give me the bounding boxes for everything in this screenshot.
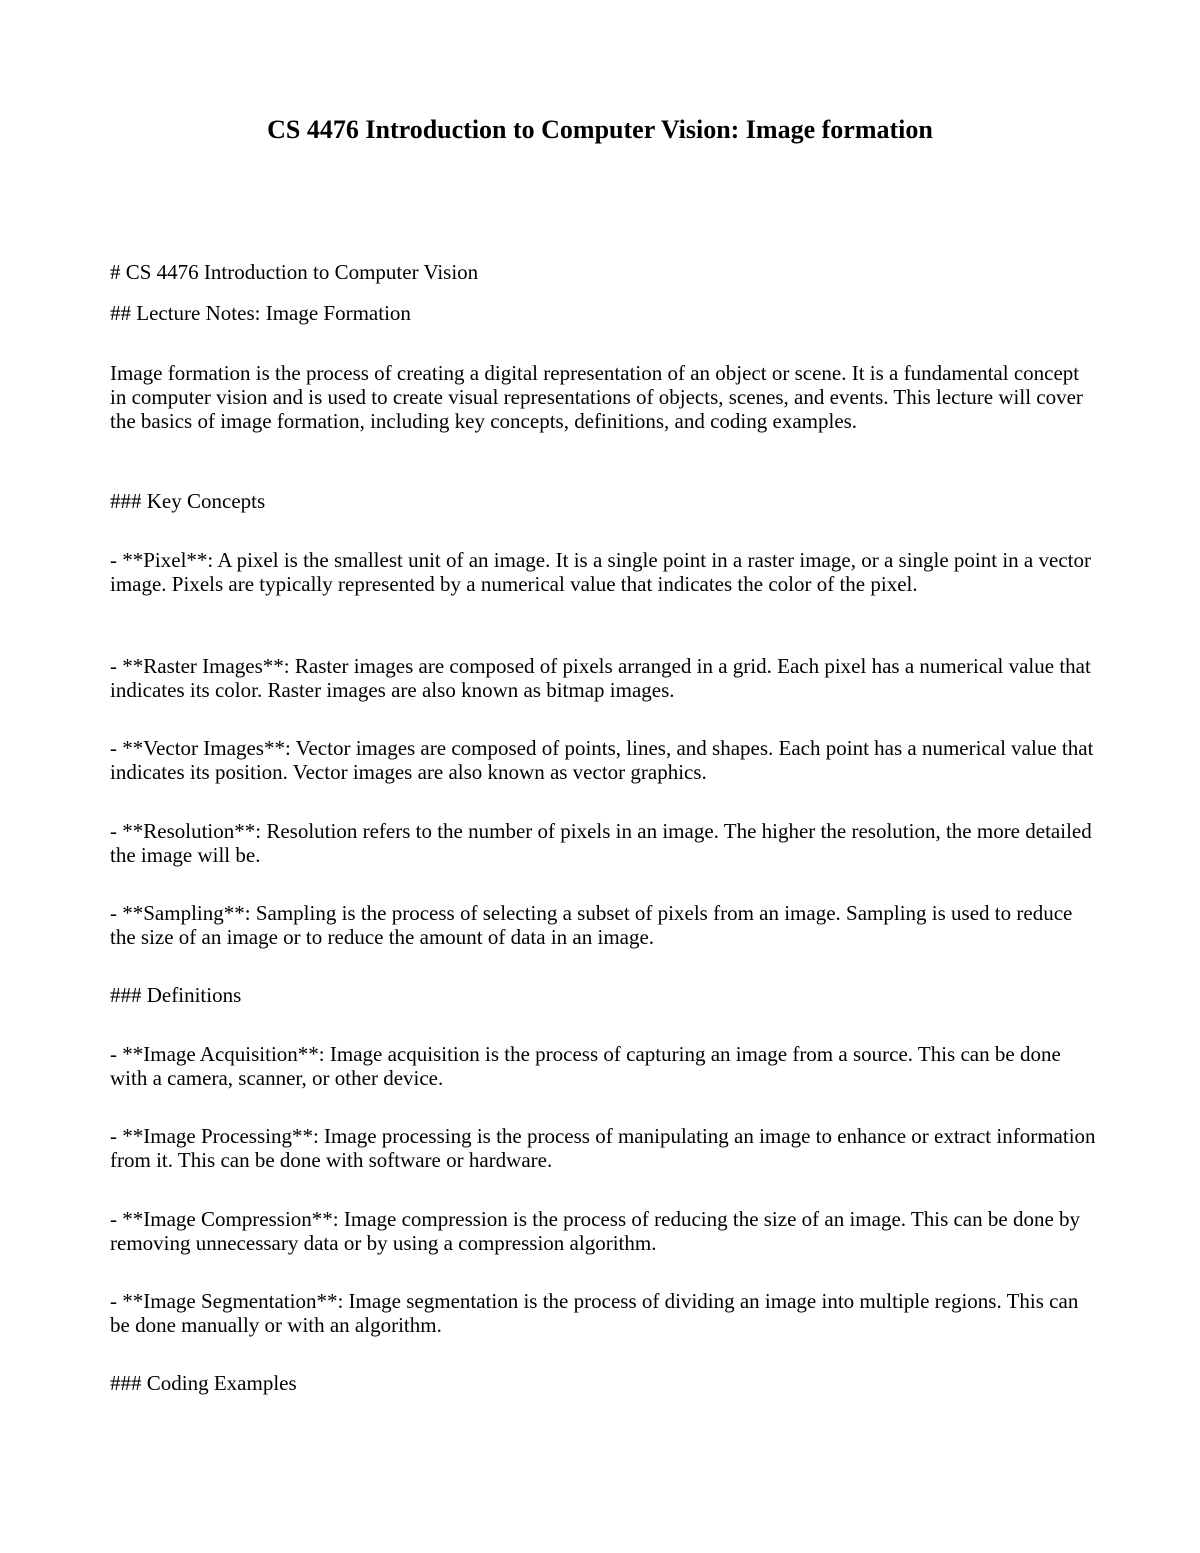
section-heading-coding-examples: ### Coding Examples (110, 1371, 297, 1395)
bullet-vector-images: - **Vector Images**: Vector images are composed of points, lines, and shapes. Each point has a numerical value that indicates its position. Vector images are also known as vector graphics. (110, 736, 1094, 785)
bullet-image-processing: - **Image Processing**: Image processing is the process of manipulating an image to enhance or extract information from it. This can be done with software or hardware. (110, 1124, 1096, 1173)
heading-h1-line: # CS 4476 Introduction to Computer Vision (110, 260, 479, 284)
section-heading-definitions: ### Definitions (110, 983, 242, 1007)
bullet-resolution: - **Resolution**: Resolution refers to the number of pixels in an image. The higher the resolution, the more detailed the image will be. (110, 819, 1092, 868)
bullet-pixel: - **Pixel**: A pixel is the smallest unit of an image. It is a single point in a raster image, or a single point in a vector image. Pixels are typically represented by a numerical value that indicates the color of the pixel. (110, 548, 1091, 597)
bullet-raster-images: - **Raster Images**: Raster images are composed of pixels arranged in a grid. Each pixel has a numerical value that indicates its color. Raster images are also known as bitmap images. (110, 654, 1091, 703)
bullet-image-acquisition: - **Image Acquisition**: Image acquisition is the process of capturing an image from a source. This can be done with a camera, scanner, or other device. (110, 1042, 1061, 1091)
heading-h2-line: ## Lecture Notes: Image Formation (110, 301, 411, 325)
document-title: CS 4476 Introduction to Computer Vision: Image formation (267, 115, 933, 144)
bullet-image-segmentation: - **Image Segmentation**: Image segmentation is the process of dividing an image into multiple regions. This can be done manually or with an algorithm. (110, 1289, 1079, 1338)
intro-paragraph: Image formation is the process of creating a digital representation of an object or scene. It is a fundamental concept in computer vision and is used to create visual representations of objects, scenes, and events. This lecture will cover the basics of image formation, including key concepts, definitions, and coding examples. (110, 361, 1083, 434)
bullet-image-compression: - **Image Compression**: Image compression is the process of reducing the size of an image. This can be done by removing unnecessary data or by using a compression algorithm. (110, 1207, 1081, 1256)
section-heading-key-concepts: ### Key Concepts (110, 489, 266, 513)
bullet-sampling: - **Sampling**: Sampling is the process of selecting a subset of pixels from an image. Sampling is used to reduce the size of an image or to reduce the amount of data in an image. (110, 901, 1073, 950)
